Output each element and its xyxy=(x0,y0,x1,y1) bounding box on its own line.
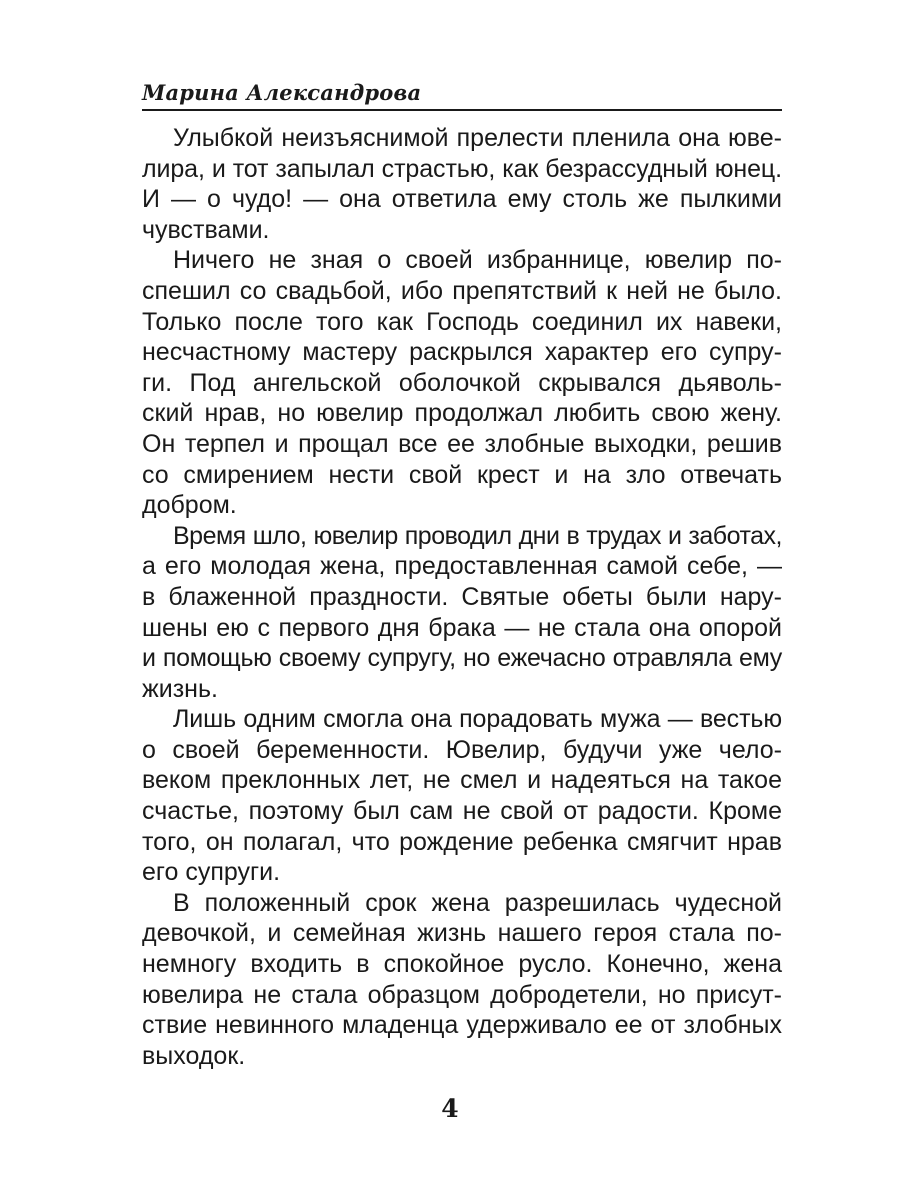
text-line: Время шло, ювелир проводил дни в трудах и заботах, xyxy=(173,521,782,550)
text-line: его супруги. xyxy=(142,858,281,887)
text-line: веком преклонных лет, не смел и надеяться на такое xyxy=(142,766,782,795)
text-line: чувствами. xyxy=(142,215,270,244)
body-text xyxy=(142,123,782,1071)
text-line: спешил со свадьбой, ибо препятствий к ней не было. xyxy=(142,276,782,305)
text-line: несчастному мастеру раскрылся характер его супру- xyxy=(142,338,782,367)
text-line: добром. xyxy=(142,491,237,520)
text-line: со смирением нести свой крест и на зло отвечать xyxy=(142,460,782,489)
text-line: а его молодая жена, предоставленная самой себе, — xyxy=(142,552,782,581)
paragraph xyxy=(142,888,782,1072)
text-line: девочкой, и семейная жизнь нашего героя стала по- xyxy=(142,919,782,948)
text-line: ский нрав, но ювелир продолжал любить свою жену. xyxy=(142,399,782,428)
text-line: ювелира не стала образцом добродетели, но присут- xyxy=(142,980,782,1009)
text-line: жизнь. xyxy=(142,674,218,703)
text-line: счастье, поэтому был сам не свой от радости. Кроме xyxy=(142,797,782,826)
text-line: в блаженной праздности. Святые обеты были нару- xyxy=(142,582,782,611)
text-line: выходок. xyxy=(142,1041,246,1070)
text-line: лира, и тот запылал страстью, как безрассудный юнец. xyxy=(142,154,782,183)
running-head: Марина Александрова xyxy=(142,80,422,105)
text-line: Ничего не зная о своей избраннице, ювелир по- xyxy=(173,246,782,275)
text-line: немногу входить в спокойное русло. Конечно, жена xyxy=(142,950,782,979)
text-line: Он терпел и прощал все ее злобные выходки, решив xyxy=(142,429,782,458)
paragraph xyxy=(142,245,782,520)
text-line: того, он полагал, что рождение ребенка смягчит нрав xyxy=(142,827,782,856)
text-line: И — о чудо! — она ответила ему столь же пылкими xyxy=(142,185,782,214)
text-line: Только после того как Господь соединил их навеки, xyxy=(142,307,782,336)
page-number: 4 xyxy=(441,1094,459,1123)
paragraph xyxy=(142,123,782,245)
text-line: ствие невинного младенца удерживало ее от злобных xyxy=(142,1011,782,1040)
paragraph xyxy=(142,704,782,888)
text-line: шены ею с первого дня брака — не стала она опорой xyxy=(142,613,782,642)
header-rule xyxy=(142,109,782,111)
text-line: В положенный срок жена разрешилась чудесной xyxy=(173,888,782,917)
text-line: о своей беременности. Ювелир, будучи уже чело- xyxy=(142,735,782,764)
paragraph xyxy=(142,521,782,705)
text-line: и помощью своему супругу, но ежечасно отравляла ему xyxy=(142,644,782,673)
text-line: Улыбкой неизъяснимой прелести пленила она юве- xyxy=(173,124,782,152)
text-line: ги. Под ангельской оболочкой скрывался дьяволь- xyxy=(142,368,782,397)
text-line: Лишь одним смогла она порадовать мужа — вестью xyxy=(173,705,782,734)
